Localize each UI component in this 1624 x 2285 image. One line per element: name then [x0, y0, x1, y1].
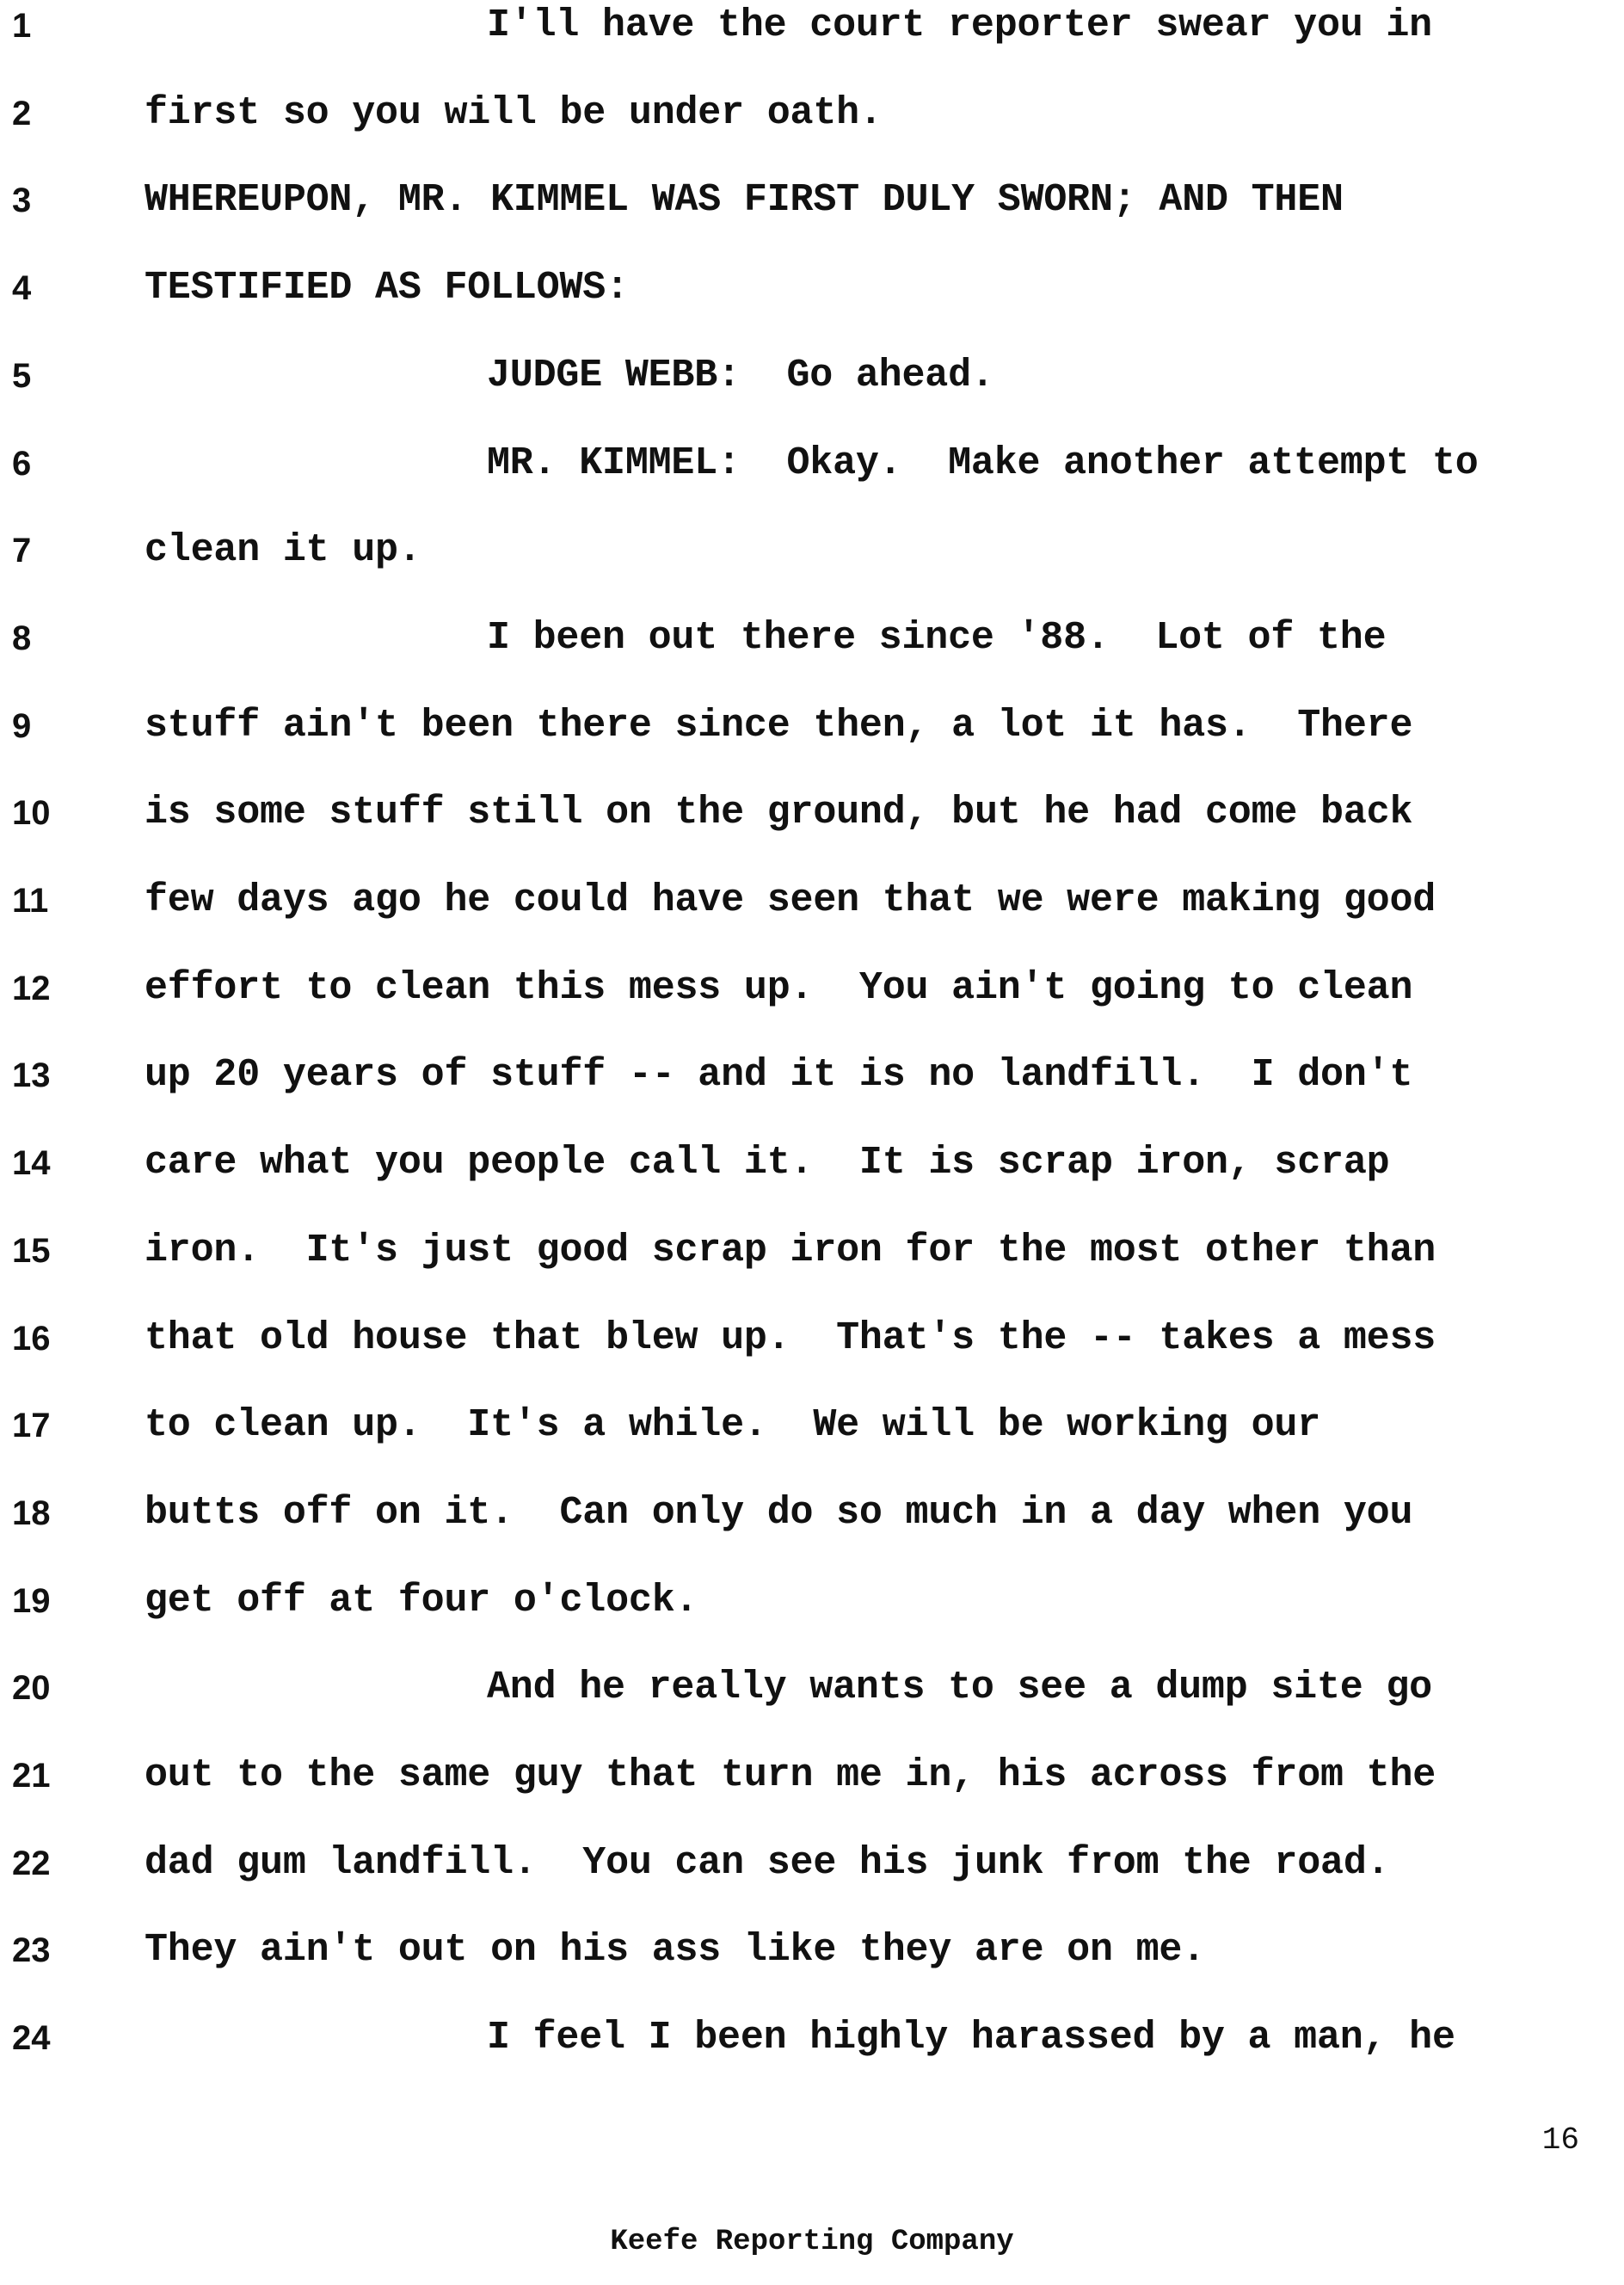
transcript-line	[0, 2014, 1624, 2102]
line-text: I been out there since '88. Lot of the	[487, 615, 1387, 660]
line-number: 13	[12, 1056, 51, 1095]
transcript-line	[0, 614, 1624, 702]
line-number: 4	[12, 269, 32, 308]
transcript-line	[0, 1227, 1624, 1315]
line-text: They ain't out on his ass like they are on me.	[145, 1928, 1206, 1973]
line-number: 14	[12, 1144, 51, 1183]
line-text: MR. KIMMEL: Okay. Make another attempt to	[487, 440, 1479, 485]
transcript-line	[0, 1051, 1624, 1139]
line-number: 1	[12, 7, 32, 45]
transcript-line	[0, 1315, 1624, 1402]
transcript-line	[0, 89, 1624, 177]
line-number: 20	[12, 1669, 51, 1708]
line-text: stuff ain't been there since then, a lot it has. There	[145, 703, 1413, 748]
line-text: WHEREUPON, MR. KIMMEL WAS FIRST DULY SWORN; AND THEN	[145, 178, 1344, 223]
line-number: 2	[12, 94, 32, 132]
line-text: care what you people call it. It is scrap iron, scrap	[145, 1141, 1390, 1186]
transcript-line	[0, 2, 1624, 89]
transcript-line	[0, 527, 1624, 614]
line-text: clean it up.	[145, 528, 421, 573]
reporting-company-footer: Keefe Reporting Company	[610, 2226, 1014, 2258]
transcript-line	[0, 1664, 1624, 1752]
line-number: 17	[12, 1407, 51, 1445]
transcript-line	[0, 176, 1624, 264]
line-text: effort to clean this mess up. You ain't going to clean	[145, 965, 1413, 1010]
line-number: 18	[12, 1494, 51, 1532]
transcript-line	[0, 964, 1624, 1052]
line-number: 3	[12, 182, 32, 220]
transcript-line	[0, 1577, 1624, 1665]
line-text: few days ago he could have seen that we were making good	[145, 878, 1436, 922]
line-number: 9	[12, 706, 32, 745]
line-number: 6	[12, 444, 32, 483]
line-number: 12	[12, 969, 51, 1007]
line-number: 7	[12, 532, 32, 570]
line-text: TESTIFIED AS FOLLOWS:	[145, 266, 629, 311]
transcript-line	[0, 1139, 1624, 1227]
transcript-line	[0, 264, 1624, 352]
transcript-line	[0, 352, 1624, 440]
line-text: I feel I been highly harassed by a man, he	[487, 2016, 1455, 2060]
line-text: out to the same guy that turn me in, his across from the	[145, 1753, 1436, 1797]
transcript-line	[0, 440, 1624, 527]
line-number: 10	[12, 794, 51, 833]
line-number: 19	[12, 1581, 51, 1620]
line-text: that old house that blew up. That's the -- takes a mess	[145, 1315, 1436, 1360]
line-text: butts off on it. Can only do so much in a day when you	[145, 1490, 1413, 1535]
line-text: to clean up. It's a while. We will be working our	[145, 1403, 1321, 1448]
line-number: 24	[12, 2019, 51, 2058]
line-text: iron. It's just good scrap iron for the most other than	[145, 1228, 1436, 1272]
page-number: 16	[1541, 2122, 1579, 2158]
line-number: 8	[12, 619, 32, 657]
line-text: is some stuff still on the ground, but he had come back	[145, 791, 1413, 835]
line-number: 22	[12, 1844, 51, 1882]
line-number: 21	[12, 1757, 51, 1795]
line-number: 5	[12, 356, 32, 395]
transcript-line	[0, 1489, 1624, 1577]
line-number: 11	[12, 882, 49, 920]
line-number: 15	[12, 1231, 51, 1270]
line-number: 23	[12, 1931, 51, 1970]
transcript-line	[0, 1839, 1624, 1927]
transcript-line	[0, 1926, 1624, 2014]
line-text: up 20 years of stuff -- and it is no landfill. I don't	[145, 1053, 1413, 1098]
transcript-line	[0, 789, 1624, 877]
transcript-line	[0, 1752, 1624, 1839]
transcript-line	[0, 702, 1624, 790]
line-text: And he really wants to see a dump site go	[487, 1666, 1432, 1710]
line-text: get off at four o'clock.	[145, 1578, 698, 1623]
line-text: JUDGE WEBB: Go ahead.	[487, 353, 994, 397]
transcript-line	[0, 1401, 1624, 1489]
line-text: first so you will be under oath.	[145, 90, 883, 135]
line-text: dad gum landfill. You can see his junk from the road.	[145, 1840, 1390, 1885]
transcript-line	[0, 877, 1624, 964]
line-text: I'll have the court reporter swear you in	[487, 3, 1432, 47]
line-number: 16	[12, 1319, 51, 1358]
